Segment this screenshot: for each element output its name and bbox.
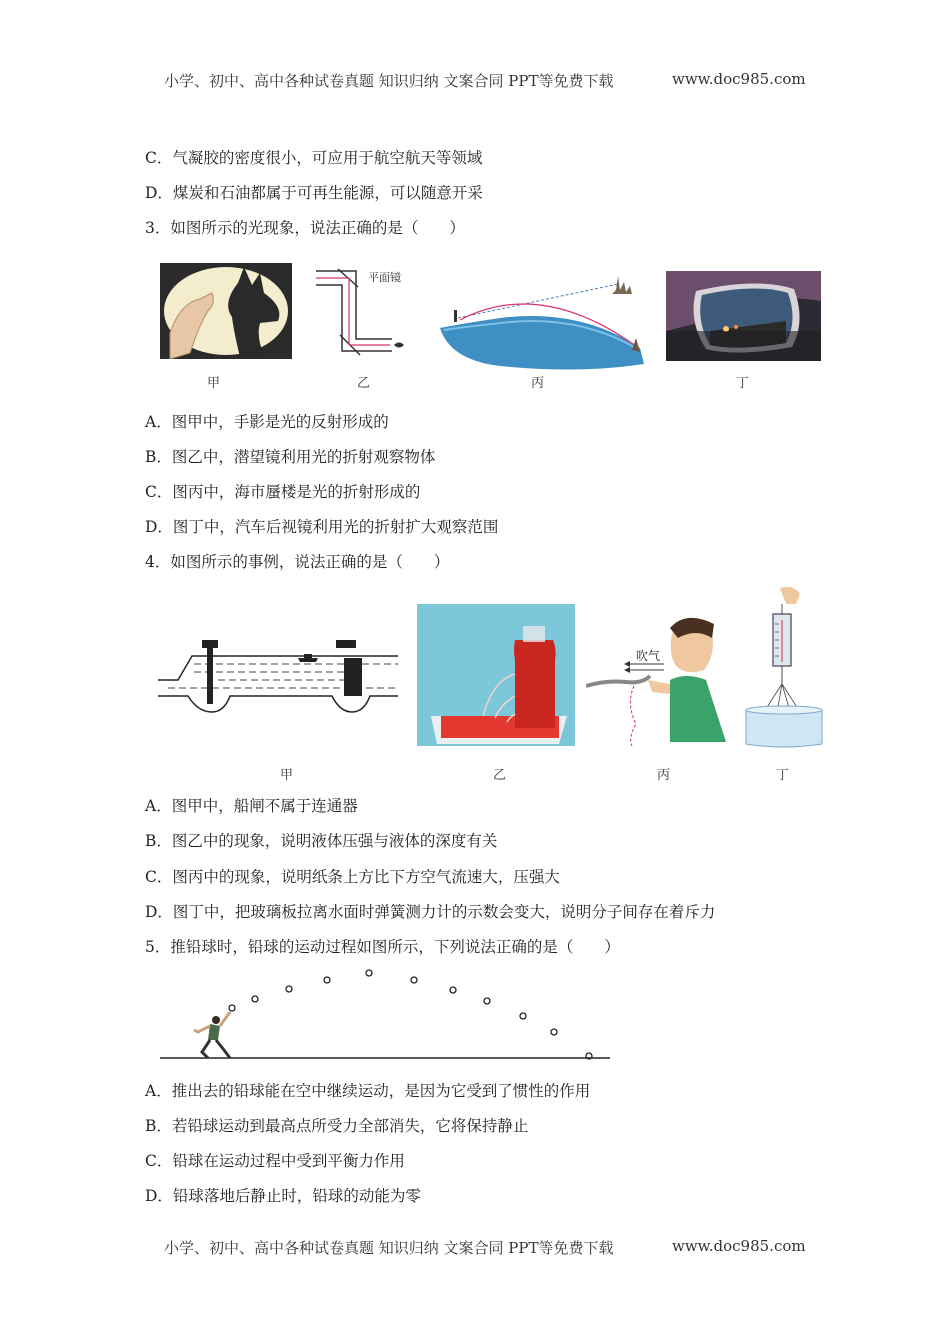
q4-caption-bing: 丙 — [657, 768, 671, 783]
q3-caption-jia: 甲 — [207, 376, 221, 391]
q5-option-a: A．推出去的铅球能在空中继续运动，是因为它受到了惯性的作用 — [145, 1082, 591, 1100]
mirage-figure — [440, 268, 652, 370]
ball-position — [366, 970, 372, 976]
header-text: 小学、初中、高中各种试卷真题 知识归纳 文案合同 PPT等免费下载 — [164, 72, 614, 90]
spring-scale-figure — [742, 584, 826, 748]
ball-position — [324, 977, 330, 983]
ball-position — [286, 986, 292, 992]
q3-option-a: A．图甲中，手影是光的反射形成的 — [145, 413, 389, 431]
q3-option-c: C．图丙中，海市蜃楼是光的折射形成的 — [145, 483, 421, 501]
athlete-figure — [194, 1012, 230, 1058]
boy-blowing-figure — [586, 614, 730, 746]
footer-url[interactable]: www.doc985.com — [672, 1237, 806, 1255]
q2-option-c: C．气凝胶的密度很小，可应用于航空航天等领域 — [145, 149, 483, 167]
q2-option-d: D．煤炭和石油都属于可再生能源，可以随意开采 — [145, 184, 483, 202]
q3-stem: 3．如图所示的光现象，说法正确的是（ ） — [145, 219, 465, 237]
q5-option-c: C．铅球在运动过程中受到平衡力作用 — [145, 1152, 405, 1170]
periscope-figure — [312, 265, 414, 361]
ball-position — [551, 1029, 557, 1035]
q3-caption-yi: 乙 — [357, 376, 371, 391]
shot-put-trajectory-figure — [158, 962, 612, 1064]
q5-stem: 5．推铅球时，铅球的运动过程如图所示，下列说法正确的是（ ） — [145, 938, 620, 956]
q3-option-b: B．图乙中，潜望镜利用光的折射观察物体 — [145, 448, 436, 466]
ball-position — [520, 1013, 526, 1019]
blow-label: 吹气 — [636, 649, 661, 663]
q4-option-d: D．图丁中，把玻璃板拉离水面时弹簧测力计的示数会变大，说明分子间存在着斥力 — [145, 903, 716, 921]
q4-option-c: C．图丙中的现象，说明纸条上方比下方空气流速大，压强大 — [145, 868, 560, 886]
q3-option-d: D．图丁中，汽车后视镜利用光的折射扩大观察范围 — [145, 518, 499, 536]
q4-caption-yi: 乙 — [493, 768, 507, 783]
q3-caption-bing: 丙 — [531, 376, 545, 391]
ball-position — [450, 987, 456, 993]
q5-option-b: B．若铅球运动到最高点所受力全部消失，它将保持静止 — [145, 1117, 529, 1135]
ball-position — [252, 996, 258, 1002]
q4-caption-ding: 丁 — [776, 768, 790, 783]
hand-shadow-figure — [160, 263, 292, 359]
ball-position — [229, 1005, 235, 1011]
header-url[interactable]: www.doc985.com — [672, 70, 806, 88]
q4-option-b: B．图乙中的现象，说明液体压强与液体的深度有关 — [145, 832, 498, 850]
rearview-mirror-figure — [666, 271, 821, 361]
bottle-pressure-figure — [417, 604, 575, 746]
ball-position — [484, 998, 490, 1004]
footer-text: 小学、初中、高中各种试卷真题 知识归纳 文案合同 PPT等免费下载 — [164, 1239, 614, 1257]
q3-caption-ding: 丁 — [736, 376, 750, 391]
q4-caption-jia: 甲 — [280, 768, 294, 783]
q4-option-a: A．图甲中，船闸不属于连通器 — [145, 797, 358, 815]
q4-stem: 4．如图所示的事例，说法正确的是（ ） — [145, 553, 450, 571]
mirror-label: 平面镜 — [368, 271, 401, 284]
ball-position — [411, 977, 417, 983]
ship-lock-figure — [158, 636, 400, 714]
q5-option-d: D．铅球落地后静止时，铅球的动能为零 — [145, 1187, 421, 1205]
